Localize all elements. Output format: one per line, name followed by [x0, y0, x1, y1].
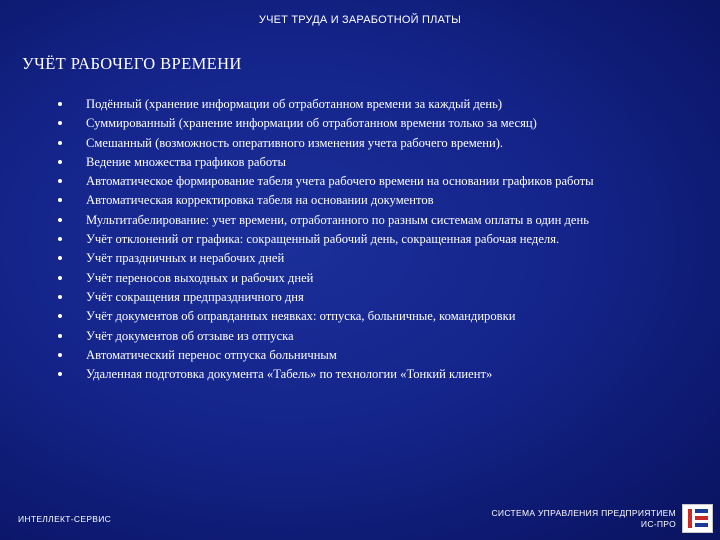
- list-item-text: Автоматическая корректировка табеля на основании документов: [86, 193, 434, 208]
- list-item: [58, 114, 710, 133]
- bullet-dot-icon: [58, 179, 62, 183]
- list-item-text: Смешанный (возможность оперативного изменения учета рабочего времени).: [86, 135, 504, 150]
- list-item: [58, 134, 710, 153]
- list-item-text: Ведение множества графиков работы: [86, 154, 286, 169]
- list-item-text: Автоматический перенос отпуска больничным: [86, 347, 337, 362]
- list-item-text: Учёт праздничных и нерабочих дней: [86, 251, 285, 266]
- feature-list: [58, 95, 710, 384]
- is-pro-logo-icon: [682, 504, 713, 533]
- list-item-text: Учёт сокращения предпраздничного дня: [86, 289, 304, 304]
- bullet-dot-icon: [58, 141, 62, 145]
- list-item-text: Суммированный (хранение информации об отработанном времени только за месяц): [86, 116, 537, 131]
- list-item-text: Подённый (хранение информации об отработанном времени за каждый день): [86, 97, 503, 111]
- list-item: [58, 249, 710, 268]
- list-item-text: Учёт документов об отзыве из отпуска: [86, 328, 294, 343]
- section-title: УЧЁТ РАБОЧЕГО ВРЕМЕНИ: [22, 54, 242, 73]
- footer-company: ИНТЕЛЛЕКТ-СЕРВИС: [18, 514, 112, 524]
- bullet-dot-icon: [58, 198, 62, 202]
- bullet-dot-icon: [58, 237, 62, 241]
- list-item: [58, 346, 710, 365]
- list-item: [58, 288, 710, 307]
- footer-system-line1: СИСТЕМА УПРАВЛЕНИЯ ПРЕДПРИЯТИЕМ: [491, 508, 676, 518]
- list-item: [58, 269, 710, 288]
- bullet-dot-icon: [58, 276, 62, 280]
- footer-system-line2: ИС-ПРО: [640, 519, 676, 529]
- list-item: [58, 327, 710, 346]
- bullet-dot-icon: [58, 218, 62, 222]
- list-item-text: Автоматическое формирование табеля учета рабочего времени на основании графиков работы: [86, 174, 594, 189]
- bullet-dot-icon: [58, 334, 62, 338]
- list-item-text: Удаленная подготовка документа «Табель» по технологии «Тонкий клиент»: [86, 367, 493, 382]
- list-item: [58, 230, 710, 249]
- slide-header: УЧЕТ ТРУДА И ЗАРАБОТНОЙ ПЛАТЫ: [258, 14, 462, 26]
- footer-system: [491, 508, 676, 530]
- list-item-text: Учёт отклонений от графика: сокращенный рабочий день, сокращенная рабочая неделя.: [86, 232, 560, 247]
- bullet-dot-icon: [58, 372, 62, 376]
- list-item: [58, 172, 710, 191]
- bullet-dot-icon: [58, 256, 62, 260]
- list-item: [58, 307, 710, 326]
- bullet-dot-icon: [58, 353, 62, 357]
- list-item: [58, 191, 710, 210]
- list-item: [58, 365, 710, 384]
- list-item: [58, 211, 710, 230]
- bullet-dot-icon: [58, 314, 62, 318]
- bullet-dot-icon: [58, 102, 62, 106]
- bullet-dot-icon: [58, 160, 62, 164]
- bullet-dot-icon: [58, 121, 62, 125]
- bullet-dot-icon: [58, 295, 62, 299]
- list-item-text: Мультитабелирование: учет времени, отработанного по разным системам оплаты в один день: [86, 212, 589, 227]
- list-item: [58, 95, 710, 114]
- list-item: [58, 153, 710, 172]
- list-item-text: Учёт переносов выходных и рабочих дней: [86, 270, 314, 285]
- list-item-text: Учёт документов об оправданных неявках: отпуска, больничные, командировки: [86, 309, 516, 324]
